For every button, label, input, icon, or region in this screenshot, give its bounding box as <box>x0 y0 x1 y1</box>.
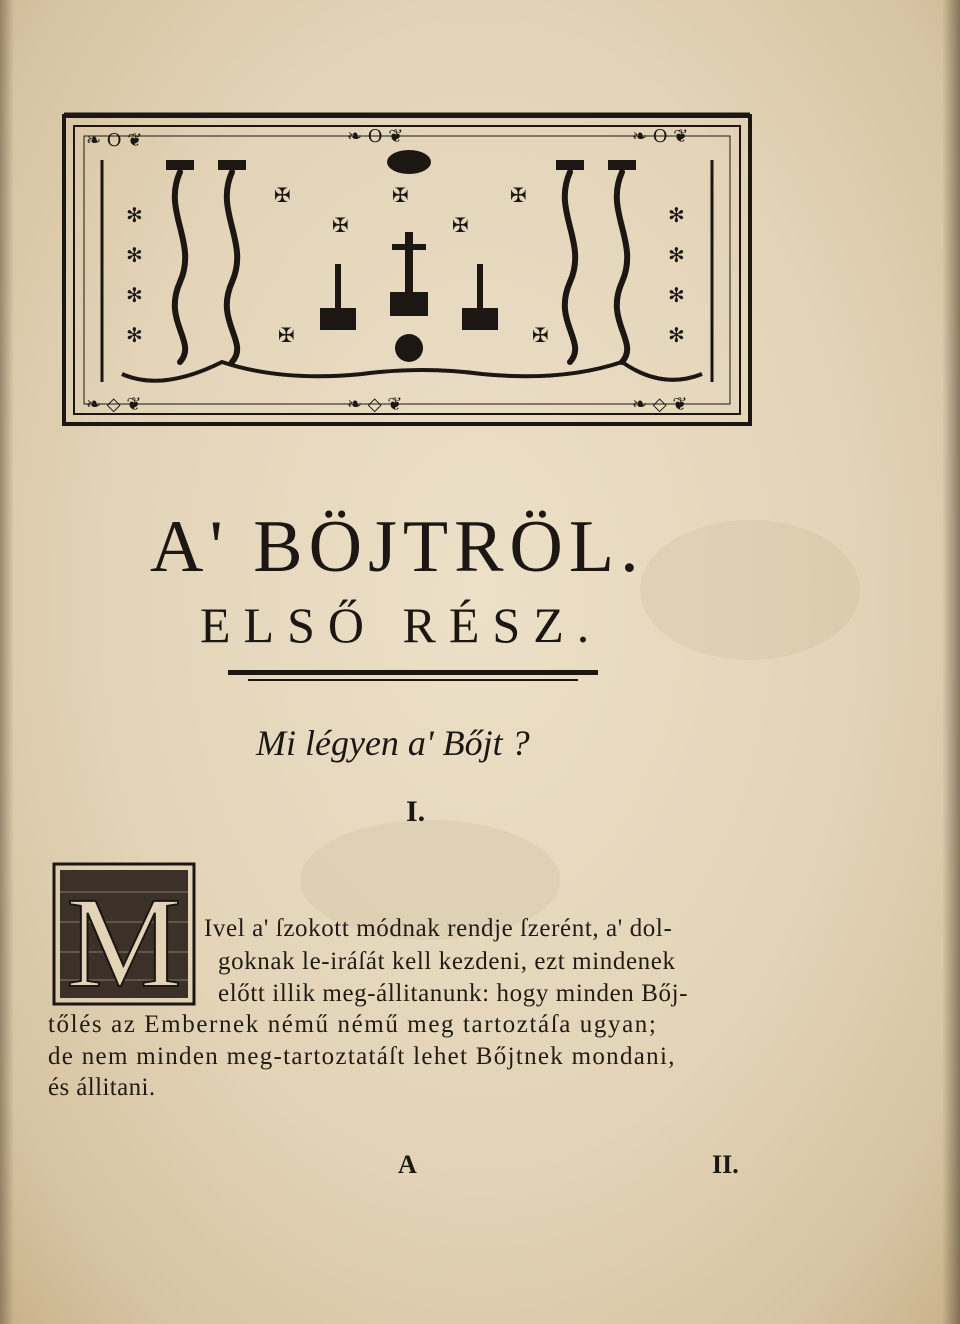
section-number: I. <box>406 795 426 828</box>
svg-text:✠: ✠ <box>392 183 409 207</box>
svg-text:✠: ✠ <box>452 213 469 237</box>
svg-text:❧ ◇ ❦: ❧ ◇ ❦ <box>347 394 403 415</box>
svg-text:✻: ✻ <box>668 283 685 307</box>
section-question: Mi légyen a' Bőjt ? <box>256 723 530 763</box>
body-line: tőlés az Embernek némű némű meg tartoztáſa ugyan; <box>48 1011 658 1038</box>
svg-text:✻: ✻ <box>126 323 143 347</box>
svg-text:✻: ✻ <box>126 243 143 267</box>
svg-text:✠: ✠ <box>532 323 549 347</box>
svg-text:✻: ✻ <box>126 283 143 307</box>
svg-text:✻: ✻ <box>126 203 143 227</box>
svg-text:❧ O ❦: ❧ O ❦ <box>86 130 143 151</box>
body-line: goknak le-iráſát kell kezdeni, ezt mindenek <box>218 948 676 975</box>
svg-text:✻: ✻ <box>668 203 685 227</box>
page-shadow-left <box>0 0 14 1324</box>
svg-text:❧ O ❦: ❧ O ❦ <box>632 126 689 147</box>
part-subtitle: ELSŐ RÉSZ. <box>200 597 603 653</box>
svg-text:✻: ✻ <box>668 243 685 267</box>
body-line: és állitani. <box>48 1074 156 1101</box>
chapter-title: A' BÖJTRÖL. <box>150 506 645 588</box>
body-line: Ivel a' ſzokott módnak rendje ſzerént, a' dol- <box>204 915 673 942</box>
signature-mark: A <box>398 1150 417 1179</box>
svg-text:✠: ✠ <box>274 183 291 207</box>
decorated-initial <box>52 862 196 1006</box>
double-rule-divider <box>228 668 598 686</box>
svg-text:✠: ✠ <box>510 183 527 207</box>
svg-text:❧ ◇ ❦: ❧ ◇ ❦ <box>86 394 142 415</box>
ornamental-headpiece <box>62 112 752 430</box>
page-shadow-right <box>942 0 960 1324</box>
svg-text:❧ ◇ ❦: ❧ ◇ ❦ <box>632 394 688 415</box>
svg-text:❧ O ❦: ❧ O ❦ <box>347 126 404 147</box>
body-line: előtt illik meg-állitanunk: hogy minden Bőj- <box>218 980 689 1007</box>
svg-text:✠: ✠ <box>332 213 349 237</box>
svg-text:✠: ✠ <box>278 323 295 347</box>
svg-text:✻: ✻ <box>668 323 685 347</box>
catchword: II. <box>712 1150 739 1179</box>
body-line: de nem minden meg-tartoztatáſt lehet Bőjtnek mondani, <box>48 1043 676 1070</box>
drop-cap-letter: M <box>66 871 182 1006</box>
